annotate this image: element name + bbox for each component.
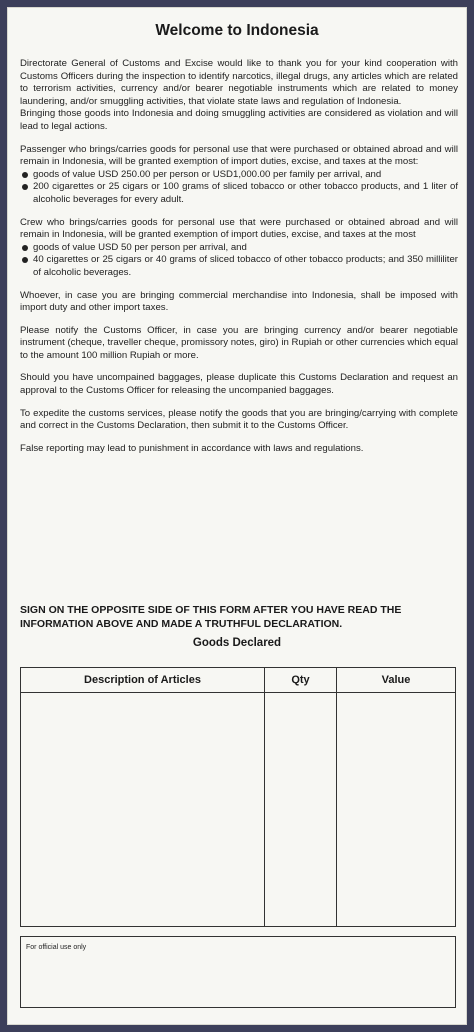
info-text: [20, 58, 458, 465]
value-cell[interactable]: [337, 693, 456, 927]
baggage-paragraph: Should you have uncompained baggages, please duplicate this Customs Declaration and request an approval to the Customs Officer for releasing the uncompanied baggages.: [20, 372, 458, 397]
goods-declared-title: Goods Declared: [192, 637, 282, 649]
currency-paragraph: Please notify the Customs Officer, in case you are bringing currency and/or bearer negotiable instrument (cheque, traveller cheque, promissory notes, giro) in Rupiah or other currencies which equal to the amount 100 million Rupiah or more.: [20, 324, 458, 361]
intro-paragraph-1: Directorate General of Customs and Excise would like to thank you for your kind cooperation with Customs Officers during the inspection to identify narcotics, illegal drugs, any articles which are related to terrorism activities, currency and/or bearer negotiable instruments which are related to money laundering, and/or smuggling activities, that violate state laws and regulation of Indonesia.: [20, 58, 458, 107]
intro-paragraph-2: Bringing those goods into Indonesia and doing smuggling activities are considered as violation and will lead to legal actions.: [20, 108, 458, 132]
list-item: 200 cigarettes or 25 cigars or 100 grams of sliced tobacco or other tobacco products, and 1 liter of alcoholic beverages for every adult.: [20, 181, 458, 206]
sign-notice: SIGN ON THE OPPOSITE SIDE OF THIS FORM AFTER YOU HAVE READ THE INFORMATION ABOVE AND MADE A TRUTHFUL DECLARATION.: [20, 604, 402, 630]
header-value: Value: [337, 668, 456, 693]
crew-paragraph: Crew who brings/carries goods for personal use that were purchased or obtained abroad and will remain in Indonesia, will be granted exemption of import duties, excise, and taxes at the most: [20, 216, 458, 241]
expedite-paragraph: To expedite the customs services, please notify the goods that you are bringing/carrying with complete and correct in the Customs Declaration, then submit it to the Customs Officer.: [20, 407, 458, 432]
goods-table: [20, 667, 456, 927]
description-cell[interactable]: [21, 693, 265, 927]
list-item: goods of value USD 50 per person per arrival, and: [20, 242, 458, 255]
crew-list: [20, 242, 458, 280]
passenger-paragraph: Passenger who brings/carries goods for personal use that were purchased or obtained abroad and will remain in Indonesia, will be granted exemption of import duties, excise, and taxes at the most:: [20, 143, 458, 168]
passenger-list: [20, 169, 458, 207]
official-use-label: For official use only: [26, 944, 87, 951]
list-item: 40 cigarettes or 25 cigars or 40 grams of sliced tobacco of other tobacco products; and 350 milliliter of alcoholic beverages.: [20, 254, 458, 279]
header-description: Description of Articles: [21, 668, 265, 693]
false-reporting-paragraph: False reporting may lead to punishment in accordance with laws and regulations.: [20, 442, 364, 454]
customs-form: [7, 7, 467, 1025]
page-title: Welcome to Indonesia: [155, 22, 319, 39]
official-use-box: [20, 936, 456, 1008]
list-item: goods of value USD 250.00 per person or USD1,000.00 per family per arrival, and: [20, 169, 458, 182]
header-qty: Qty: [265, 668, 337, 693]
commercial-paragraph: Whoever, in case you are bringing commercial merchandise into Indonesia, shall be imposed with import duty and other import taxes.: [20, 289, 458, 314]
qty-cell[interactable]: [265, 693, 337, 927]
